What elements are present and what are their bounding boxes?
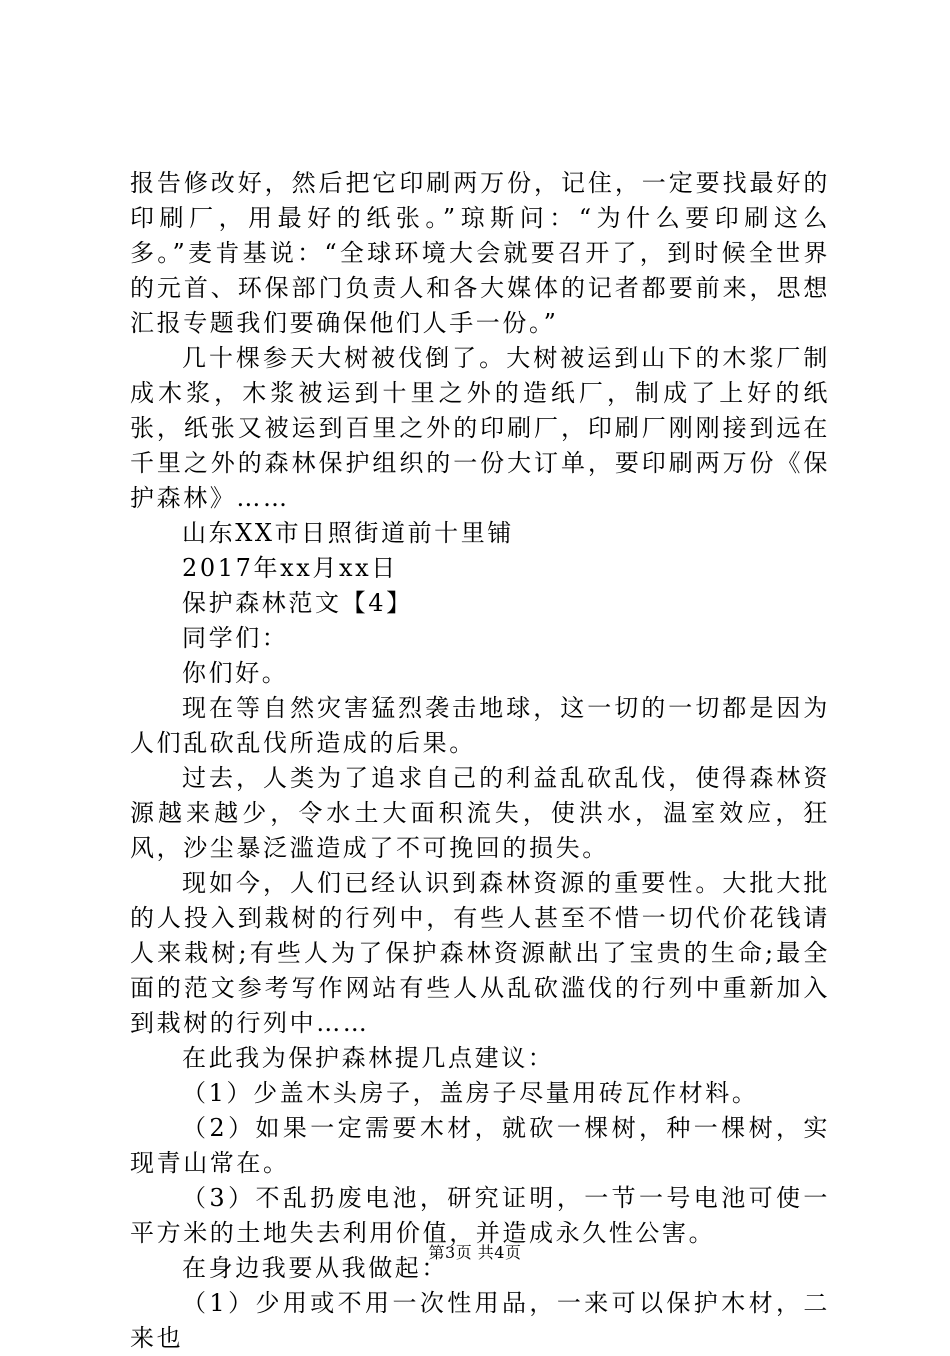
suggestion-1: （1）少盖木头房子，盖房子尽量用砖瓦作材料。 bbox=[182, 1079, 759, 1107]
suggestion-3: （3）不乱扔废电池，研究证明，一节一号电池可使一平方米的土地失去利用价值，并造成永久性公害。 bbox=[130, 1184, 830, 1247]
paragraph-2: 几十棵参天大树被伐倒了。大树被运到山下的木浆厂制成木浆，木浆被运到十里之外的造纸厂，制成了上好的纸张，纸张又被运到百里之外的印刷厂，印刷厂刚刚接到远在千里之外的森林保护组织的一份大订单，要印刷两万份《保护森林》…… bbox=[130, 344, 830, 512]
paragraph-8: 现在等自然灾害猛烈袭击地球，这一切的一切都是因为人们乱砍乱伐所造成的后果。 bbox=[130, 694, 830, 757]
greeting: 你们好。 bbox=[182, 659, 289, 687]
section-heading: 保护森林范文【4】 bbox=[182, 589, 413, 617]
paragraph-1: 报告修改好，然后把它印刷两万份，记住，一定要找最好的印刷厂，用最好的纸张。”琼斯问：“为什么要印刷这么多。”麦肯基说：“全球环境大会就要召开了，到时候全世界的元首、环保部门负责人和各大媒体的记者都要前来，思想汇报专题我们要确保他们人手一份。” bbox=[130, 169, 830, 337]
suggestion-2: （2）如果一定需要木材，就砍一棵树，种一棵树，实现青山常在。 bbox=[130, 1114, 830, 1177]
salutation: 同学们： bbox=[182, 624, 289, 652]
document-body bbox=[130, 166, 830, 1356]
address-line: 山东XX市日照街道前十里铺 bbox=[182, 519, 514, 547]
date-line: 2017年xx月xx日 bbox=[182, 554, 398, 582]
paragraph-9: 过去，人类为了追求自己的利益乱砍乱伐，使得森林资源越来越少，令水土大面积流失，使洪水，温室效应，狂风，沙尘暴泛滥造成了不可挽回的损失。 bbox=[130, 764, 830, 862]
suggestions-intro: 在此我为保护森林提几点建议： bbox=[182, 1044, 555, 1072]
actions-intro: 在身边我要从我做起： bbox=[182, 1254, 448, 1282]
paragraph-10: 现如今，人们已经认识到森林资源的重要性。大批大批的人投入到栽树的行列中，有些人甚至不惜一切代价花钱请人来栽树;有些人为了保护森林资源献出了宝贵的生命;最全面的范文参考写作网站有些人从乱砍滥伐的行列中重新加入到栽树的行列中…… bbox=[130, 869, 830, 1037]
action-1: （1）少用或不用一次性用品，一来可以保护木材，二来也 bbox=[130, 1289, 830, 1352]
page-footer: 第3页 共4页 bbox=[428, 1243, 522, 1262]
